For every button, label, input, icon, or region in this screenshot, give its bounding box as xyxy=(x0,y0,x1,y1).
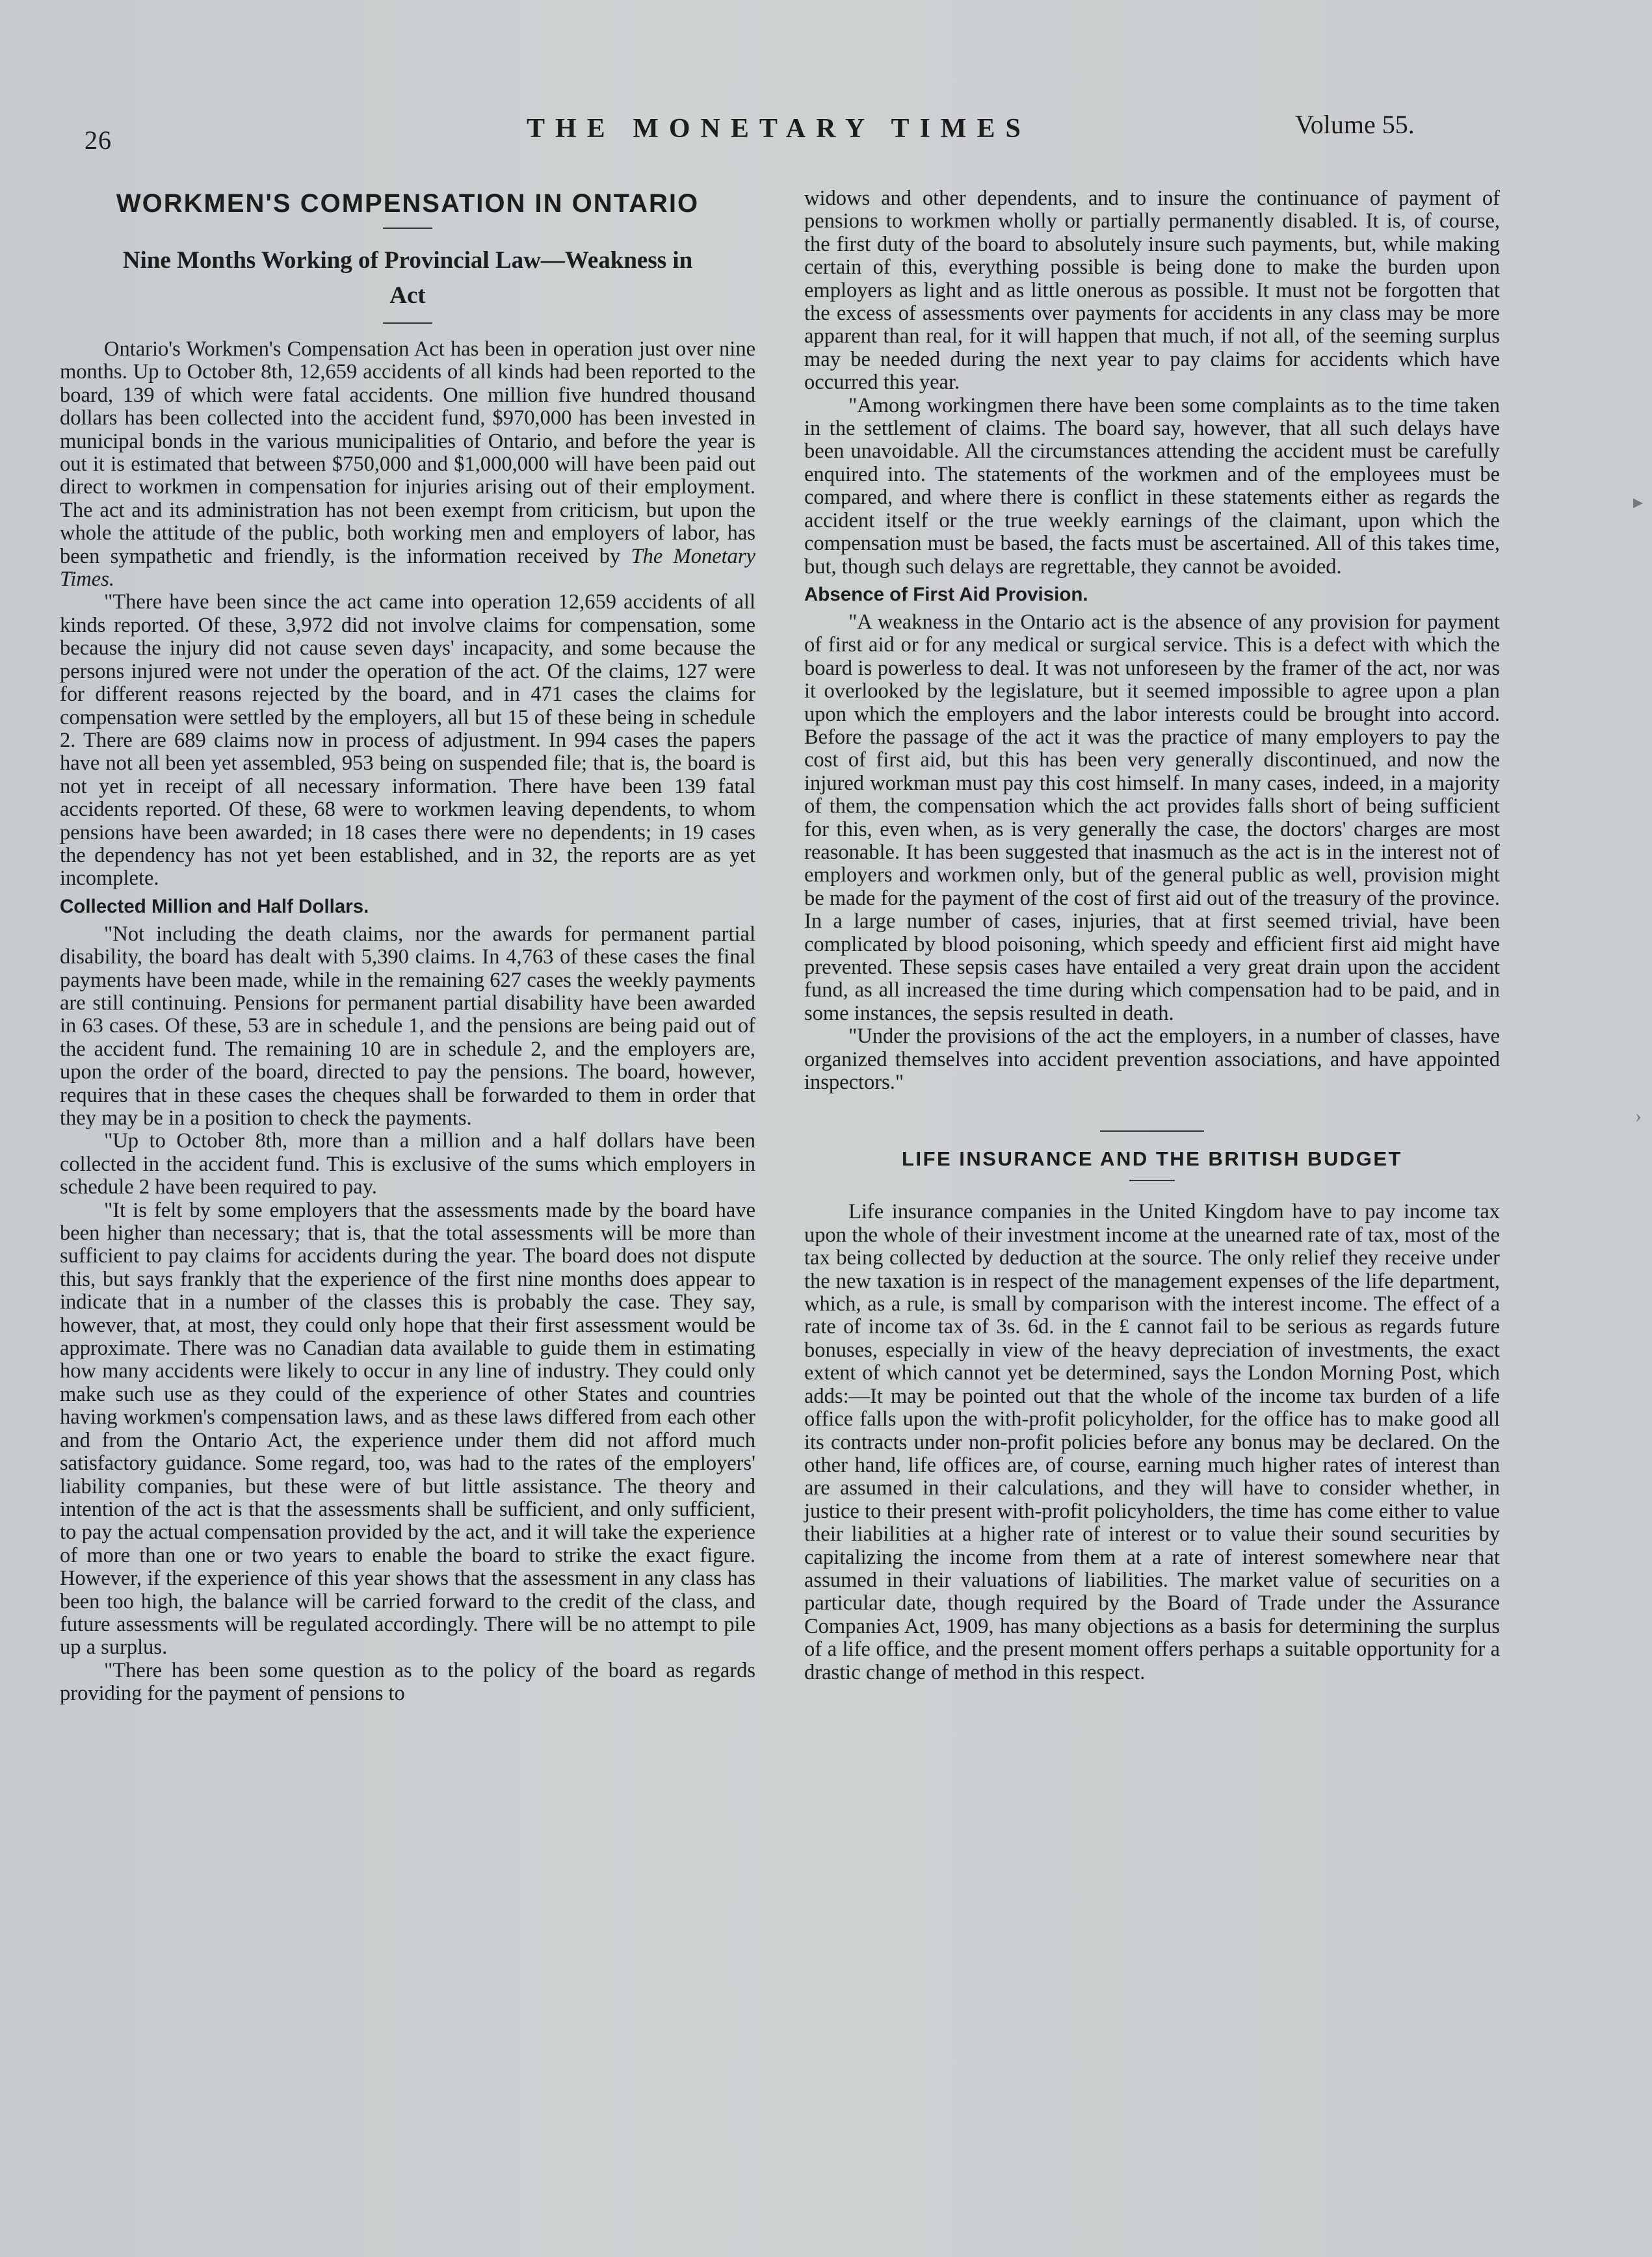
article-title: WORKMEN'S COMPENSATION IN ONTARIO xyxy=(116,189,700,218)
section-heading: Collected Million and Half Dollars. xyxy=(60,895,369,917)
title-divider xyxy=(383,228,432,229)
paragraph: "A weakness in the Ontario act is the absence of any provision for payment of first aid or for any medical or surgical service. This is a defect with which the board is powerless to deal. It was not unforeseen by the framer of the act, nor was it overlooked by the legislature, but it seemed impossible to agree upon a plan upon which the employers and the labor interests could be brought into accord. Before the passage of the act it was the practice of many employers to pay the cost of first aid, but this has been very generally discontinued, and now the injured workman must pay this cost himself. In many cases, indeed, in a majority of them, the compensation which the act provides falls short of being sufficient for this, even when, as is very generally the case, the doctors' charges are most reasonable. It has been suggested that inasmuch as the act is in the interest not of employers and workmen only, but of the general public as well, provision might be made for the payment of the cost of first aid out of the treasury of the province. In a large number of cases, injuries, that at first seemed trivial, have been complicated by blood poisoning, which speedy and efficient first aid might have prevented. These sepsis cases have entailed a very great drain upon the accident fund, as all increased the time during which compensation had to be paid, and in some instances, the sepsis resulted in death. xyxy=(804,610,1500,1025)
page-header xyxy=(0,109,1652,155)
title-divider xyxy=(1129,1180,1175,1181)
paragraph-continued: "There has been some question as to the policy of the board as regards providing for the payment of pensions to xyxy=(60,1659,755,1706)
journal-title: THE MONETARY TIMES xyxy=(527,114,1031,144)
paragraph-text: Ontario's Workmen's Compensation Act has been in operation just over nine months. Up to October 8th, 12,659 accidents of all kinds had been reported to the board, 139 of which were fatal accidents. One million five hundred thousand dollars has been collected into the accident fund, $970,000 has been invested in municipal bonds in the various municipalities of Ontario, and before the year is out it is estimated that between $750,000 and $1,000,000 will have been paid out direct to workmen in compensation for injuries arising out of their employment. The act and its administration has not been exempt from criticism, but upon the whole the attitude of the public, both working men and employers of labor, has been sympathetic and friendly, is the information received by xyxy=(60,337,755,568)
margin-mark: › xyxy=(1635,1105,1642,1127)
page-number: 26 xyxy=(85,125,112,155)
publication-name: The Monetary Times. xyxy=(60,544,756,592)
paragraph xyxy=(60,338,755,591)
subtitle-divider xyxy=(383,322,432,324)
paragraph: "Under the provisions of the act the employers, in a number of classes, have organized themselves into accident prevention associations, and have appointed inspectors." xyxy=(804,1024,1500,1095)
paragraph: "There have been since the act came into operation 12,659 accidents of all kinds reported. Of these, 3,972 did not involve claims for compensation, some because the injury did not cause seven days' incapacity, and some because the persons injured were not under the operation of the act. Of the claims, 127 were for different reasons rejected by the board, and in 471 cases the claims for compensation were settled by the employers, all but 15 of these being in schedule 2. There are 689 claims now in process of adjustment. In 994 cases the papers have not all been yet assembled, 953 being on suspended file; that is, the board is not yet in receipt of all necessary information. There have been 139 fatal accidents reported. Of these, 68 were to workmen leaving dependents, to whom pensions have been awarded; in 18 cases there were no dependents; in 19 cases the dependency has not yet been established, and in 32, the reports are as yet incomplete. xyxy=(60,590,755,891)
paragraph: "Not including the death claims, nor the awards for permanent partial disability, the board has dealt with 5,390 claims. In 4,763 of these cases the final payments have been made, while in the remaining 627 cases the weekly payments are still continuing. Pensions for permanent partial disability have been awarded in 63 cases. Of these, 53 are in schedule 1, and the pensions are being paid out of the accident fund. The remaining 10 are in schedule 2, and the employers are, upon the order of the board, directed to pay the pensions. The board, however, requires that in these cases the cheques shall be forwarded to them in order that they may be in a position to check the payments. xyxy=(60,922,755,1130)
paragraph: Life insurance companies in the United Kingdom have to pay income tax upon the whole of their investment income at the unearned rate of tax, most of the tax being collected by deduction at the source. The only relief they receive under the new taxation is in respect of the management expenses of the life department, which, as a rule, is small by comparison with the interest income. The effect of a rate of income tax of 3s. 6d. in the £ cannot fail to be serious as regards future bonuses, especially in view of the heavy depreciation of investments, the exact extent of which cannot yet be determined, says the London Morning Post, which adds:—It may be pointed out that the whole of the income tax burden of a life office falls upon the with-profit policyholder, for the office has to make good all its contracts under non-profit policies before any bonus may be declared. On the other hand, life offices are, of course, earning much higher rates of interest than are assumed in their calculations, and they will have to consider whether, in justice to their present with-profit policyholders, the time has come either to value their liabilities at a higher rate of interest or to value their sound securities by capitalizing the income from them at a rate of interest somewhere near that assumed in their valuations of liabilities. The market value of securities on a particular date, though required by the Board of Trade under the Assurance Companies Act, 1909, has many objections as a basis for determining the surplus of a life office, and the present moment offers perhaps a suitable opportunity for a drastic change of method in this respect. xyxy=(804,1200,1500,1684)
section-heading: Absence of First Aid Provision. xyxy=(804,583,1088,605)
left-column xyxy=(60,189,755,1706)
paragraph-continuation: widows and other dependents, and to insure the continuance of payment of pensions to workmen wholly or partially permanently disabled. It is, of course, the first duty of the board to absolutely insure such payments, but, while making certain of this, everything possible is being done to make the burden upon employers as light and as little onerous as possible. It must not be forgotten that the excess of assessments over payments for accidents in any class may be more apparent than real, for it will happen that much, if not all, of the seeming surplus may be needed during the next year to pay claims for accidents which have occurred this year. xyxy=(804,187,1500,395)
right-column xyxy=(804,187,1500,1684)
volume-label: Volume 55. xyxy=(1295,110,1415,139)
article-subtitle: Nine Months Working of Provincial Law—Weakness in Act xyxy=(122,247,693,309)
paragraph: "It is felt by some employers that the assessments made by the board have been higher than necessary; that is, that the total assessments will be more than sufficient to pay claims for accidents during the year. The board does not dispute this, but says frankly that the experience of the first nine months does appear to indicate that in a number of the classes this is probably the case. They say, however, that, at most, they could only hope that their first assessment would be approximate. There was no Canadian data available to guide them in estimating how many accidents were likely to occur in any line of industry. They could only make such use as they could of the experience of other States and countries having workmen's compensation laws, and as these laws differed from each other and from the Ontario Act, the experience under them did not afford much satisfactory guidance. Some regard, too, was had to the rates of the employers' liability companies, but these were of but little assistance. The theory and intention of the act is that the assessments shall be sufficient, and only sufficient, to pay the actual compensation provided by the act, and it will take the experience of more than one or two years to enable the board to strike the exact figure. However, if the experience of this year shows that the assessment in any class has been too high, the balance will be carried forward to the credit of the class, and future assessments will be regulated accordingly. There will be no attempt to pile up a surplus. xyxy=(60,1198,755,1660)
margin-mark: ▸ xyxy=(1633,491,1644,513)
article-divider xyxy=(1100,1130,1204,1132)
paragraph: "Up to October 8th, more than a million and a half dollars have been collected in the accident fund. This is exclusive of the sums which employers in schedule 2 have been required to pay. xyxy=(60,1129,755,1199)
article-title: LIFE INSURANCE AND THE BRITISH BUDGET xyxy=(902,1147,1402,1171)
paragraph: "Among workingmen there have been some complaints as to the time taken in the settlement of claims. The board say, however, that all such delays have been unavoidable. All the circumstances attending the accident must be carefully enquired into. The statements of the workmen and of the employees must be compared, and where there is conflict in these statements either as regards the accident itself or the true weekly earnings of the claimant, upon which the compensation must be based, the facts must be ascertained. All of this takes time, but, though such delays are regrettable, they cannot be avoided. xyxy=(804,393,1500,579)
